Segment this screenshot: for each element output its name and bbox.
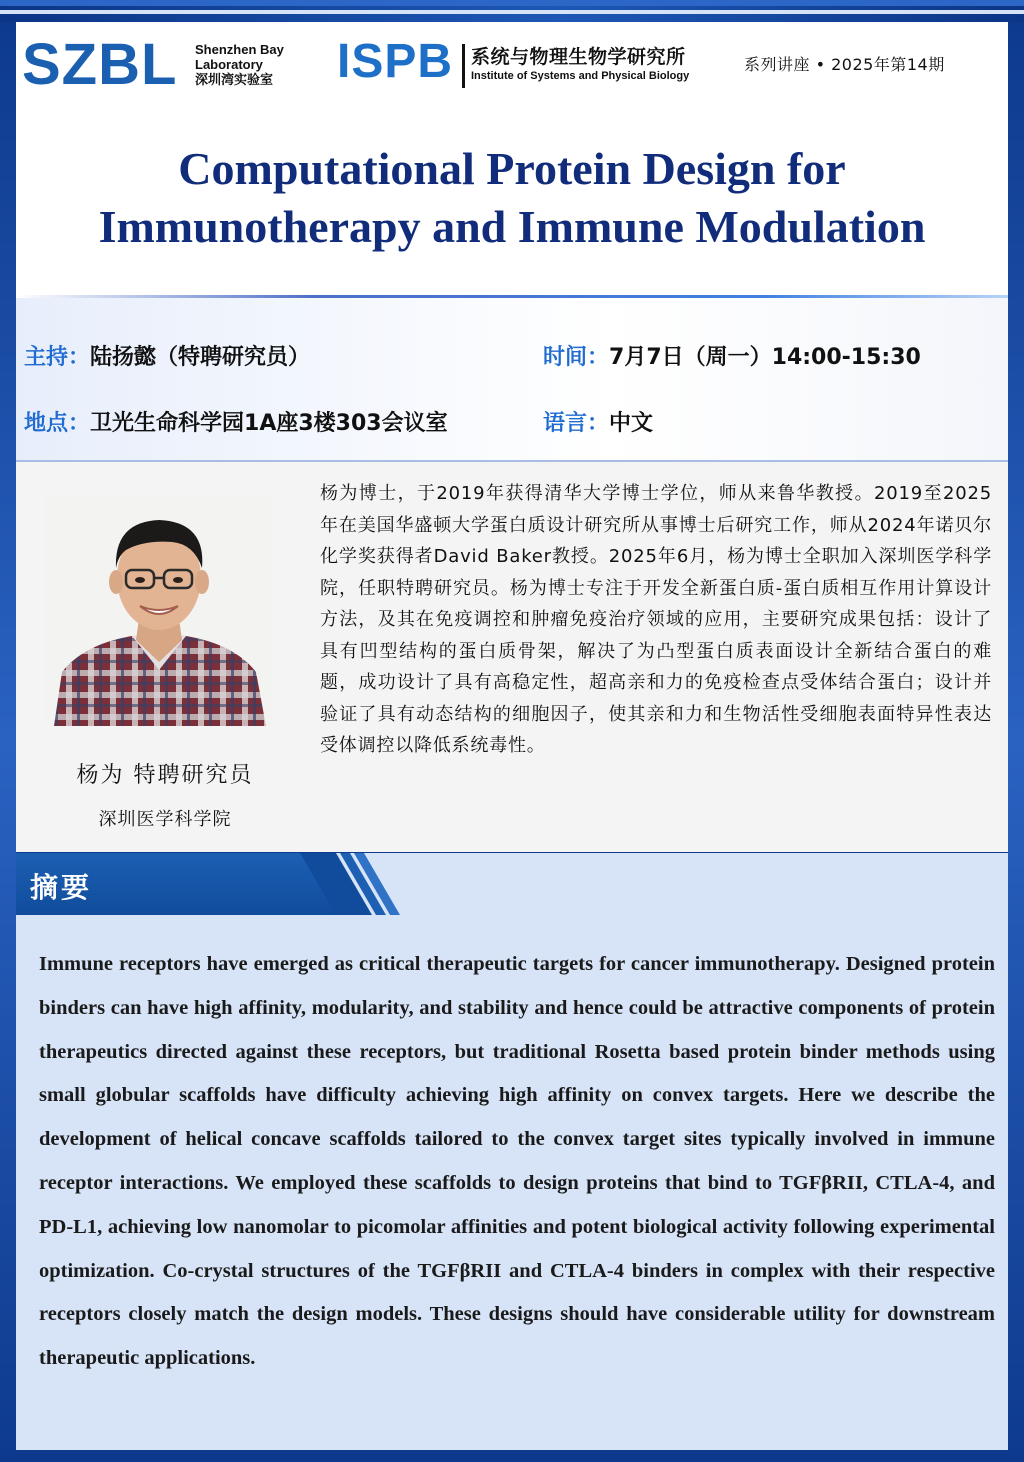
ispb-name-cn: 系统与物理生物学研究所 bbox=[471, 46, 686, 68]
speaker-bio: 杨为博士，于2019年获得清华大学博士学位，师从来鲁华教授。2019至2025年在美国华盛顿大学蛋白质设计研究所从事博士后研究工作，师从2024年诺贝尔化学奖获得者David Baker教授。2025年6月，杨为博士全职加入深圳医学科学院，任职特聘研究员。杨为博士专注于开发全新蛋白质-蛋白质相互作用计算设计方法，及其在免疫调控和肿瘤免疫治疗领域的应用，主要研究成果包括：设计了具有凹型结构的蛋白质骨架，解决了为凸型蛋白质表面设计全新结合蛋白的难题，成功设计了具有高稳定性，超高亲和力的免疫检查点受体结合蛋白；设计并验证了具有动态结构的细胞因子，使其亲和力和生物活性受细胞表面特异性表达受体调控以降低系统毒性。 bbox=[320, 483, 992, 756]
info-band bbox=[16, 298, 1008, 462]
host-value: 陆扬懿（特聘研究员） bbox=[90, 345, 311, 370]
language-value: 中文 bbox=[609, 411, 654, 436]
abstract-banner-stripes bbox=[300, 853, 400, 915]
ispb-name-en: Institute of Systems and Physical Biology bbox=[471, 70, 690, 82]
title-line-2: Immunotherapy and Immune Modulation bbox=[98, 201, 926, 252]
time-row bbox=[543, 340, 921, 371]
place-row bbox=[24, 406, 448, 437]
top-frame-bar bbox=[0, 0, 1024, 22]
left-frame-bar bbox=[0, 22, 16, 1462]
time-value: 7月7日（周一）14:00-15:30 bbox=[609, 345, 921, 370]
ispb-logo: ISPB bbox=[337, 35, 454, 88]
right-frame-bar bbox=[1008, 22, 1024, 1462]
speaker-name: 杨为 特聘研究员 bbox=[76, 763, 254, 788]
speaker-affiliation: 深圳医学科学院 bbox=[98, 809, 232, 830]
place-value: 卫光生命科学园1A座3楼303会议室 bbox=[90, 411, 448, 436]
ispb-divider bbox=[462, 44, 465, 88]
place-label: 地点： bbox=[24, 411, 91, 436]
speaker-portrait-image bbox=[44, 494, 274, 726]
bottom-frame-bar bbox=[0, 1450, 1024, 1462]
szbl-name-cn: 深圳湾实验室 bbox=[195, 72, 274, 87]
language-row bbox=[543, 406, 653, 437]
abstract-text: Immune receptors have emerged as critical therapeutic targets for cancer immunotherapy. Designed protein binders can have high affinity, modularity, and stability and hence could be attractive components of protein therapeutics directed against these receptors, but traditional Rosetta based protein binder methods using small globular scaffolds have difficulty achieving high affinity on convex targets. Here we describe the development of helical concave scaffolds tailored to the convex target sites typically involved in immune receptor interactions. We employed these scaffolds to design proteins that bind to TGFβRII, CTLA-4, and PD-L1, achieving low nanomolar to picomolar affinities and potent biological activity following experimental optimization. Co-crystal structures of the TGFβRII and CTLA-4 binders in complex with their respective receptors closely match the design models. These designs should have considerable utility for downstream therapeutic applications. bbox=[39, 953, 995, 1370]
szbl-name bbox=[195, 42, 315, 87]
language-label: 语言： bbox=[543, 411, 610, 436]
series-label: 系列讲座 • 2025年第14期 bbox=[744, 55, 945, 74]
szbl-logo: SZBL bbox=[22, 32, 178, 97]
host-label: 主持： bbox=[24, 345, 91, 370]
szbl-name-en-2: Laboratory bbox=[195, 57, 263, 72]
speaker-photo bbox=[44, 494, 274, 726]
szbl-name-en-1: Shenzhen Bay bbox=[195, 42, 284, 57]
abstract-heading: 摘要 bbox=[30, 871, 93, 904]
time-label: 时间： bbox=[543, 345, 610, 370]
page-title bbox=[16, 140, 1008, 256]
host-row bbox=[24, 340, 310, 371]
title-line-1: Computational Protein Design for bbox=[178, 143, 846, 194]
